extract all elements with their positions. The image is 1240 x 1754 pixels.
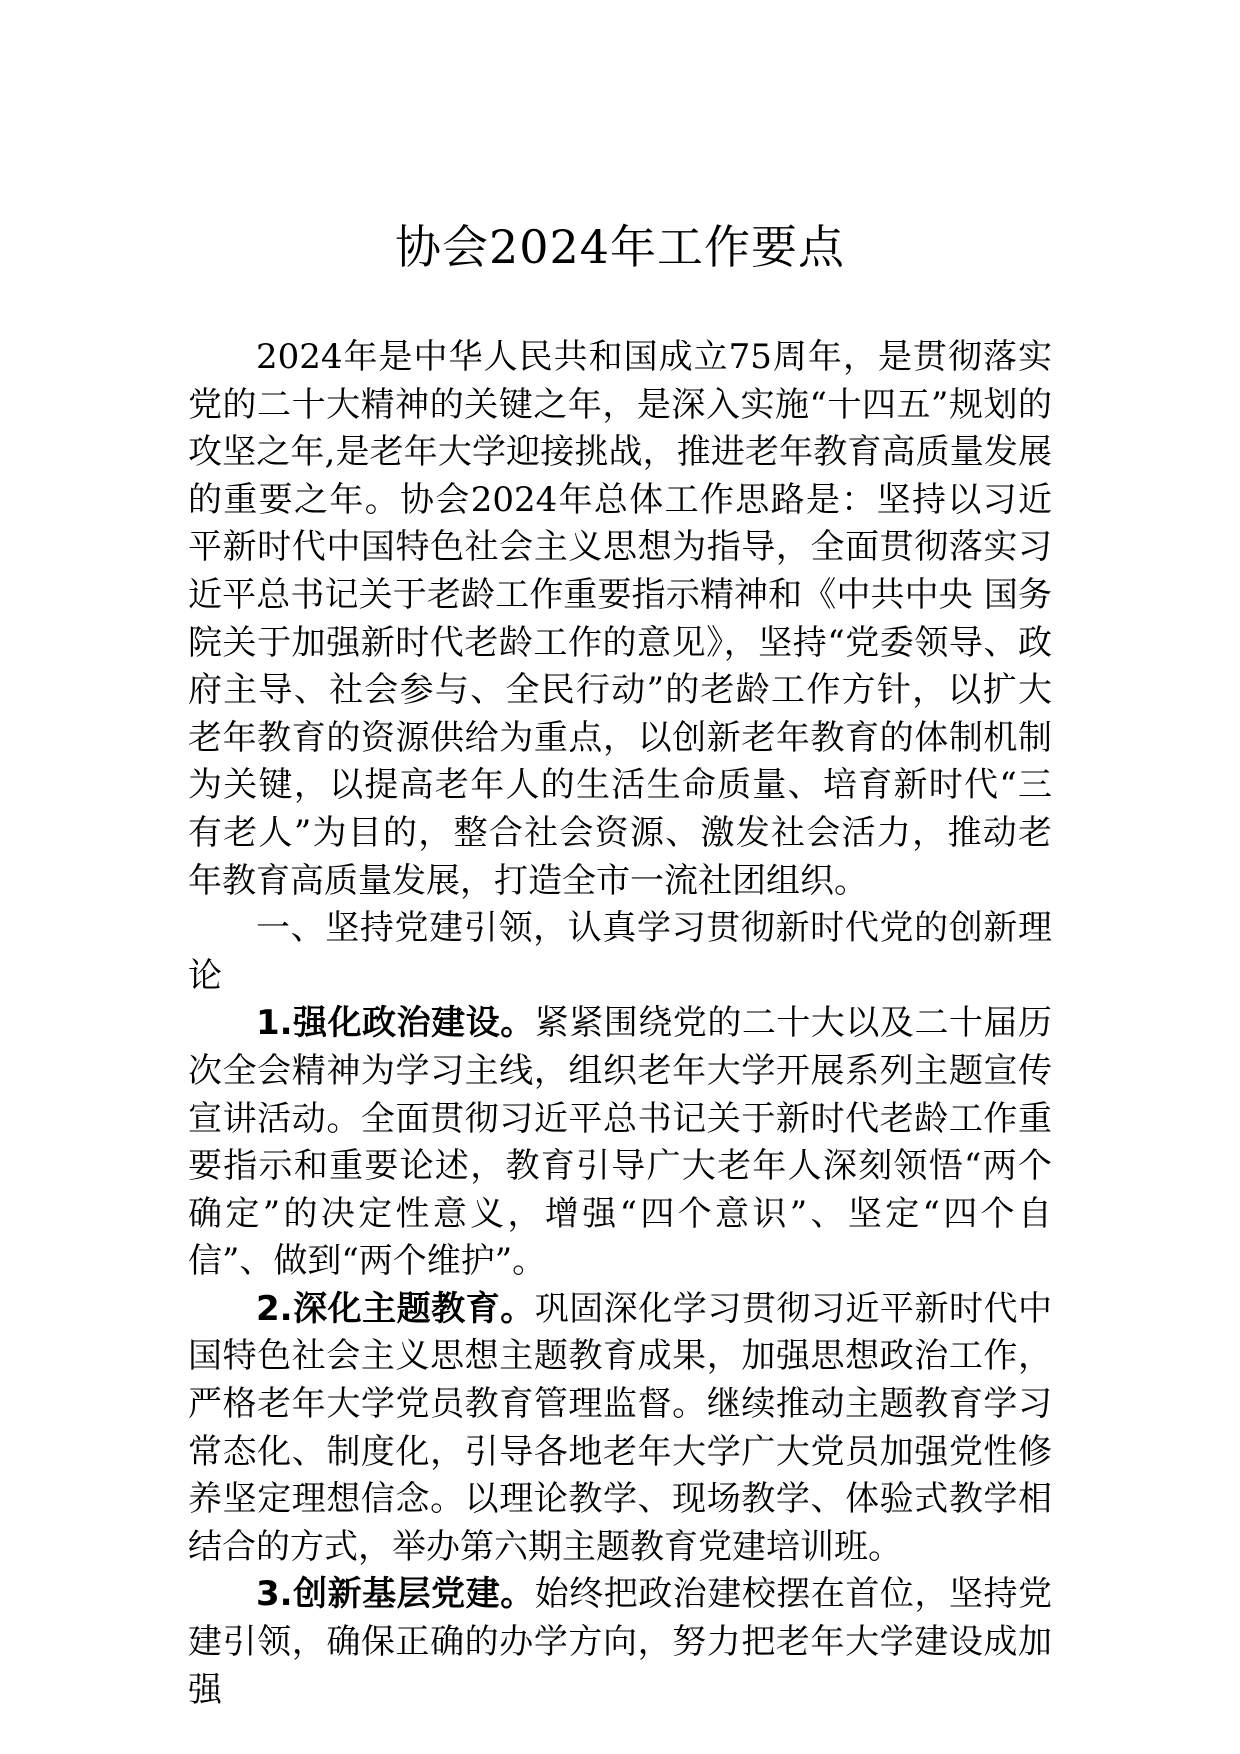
section-heading-1: 一、坚持党建引领，认真学习贯彻新时代党的创新理论 xyxy=(188,908,1052,996)
item-3-lead: 3.创新基层党建。 xyxy=(256,1574,535,1615)
document-body xyxy=(188,334,1052,1714)
item-1-text: 紧紧围绕党的二十大以及二十届历次全会精神为学习主线，组织老年大学开展系列主题宣传宣讲活动。全面贯彻习近平总书记关于新时代老龄工作重要指示和重要论述，教育引导广大老年人深刻领悟“两个确定”的决定性意义，增强“四个意识”、坚定“四个自信”、做到“两个维护”。 xyxy=(188,1003,1053,1282)
document-title: 协会2024年工作要点 xyxy=(394,220,846,274)
item-2-lead: 2.深化主题教育。 xyxy=(256,1288,535,1329)
intro-paragraph: 2024年是中华人民共和国成立75周年，是贯彻落实党的二十大精神的关键之年，是深入实施“十四五”规划的攻坚之年,是老年大学迎接挑战，推进老年教育高质量发展的重要之年。协会2024年总体工作思路是：坚持以习近平新时代中国特色社会主义思想为指导，全面贯彻落实习近平总书记关于老龄工作重要指示精神和《中共中央 国务院关于加强新时代老龄工作的意见》，坚持“党委领导、政府主导、社会参与、全民行动”的老龄工作方针，以扩大老年教育的资源供给为重点，以创新老年教育的体制机制为关键，以提高老年人的生活生命质量、培育新时代“三有老人”为目的，整合社会资源、激发社会活力，推动老年教育高质量发展，打造全市一流社团组织。 xyxy=(188,337,1052,901)
item-1-lead: 1.强化政治建设。 xyxy=(256,1003,535,1044)
item-3-paragraph xyxy=(188,1571,1052,1714)
item-2-text: 巩固深化学习贯彻习近平新时代中国特色社会主义思想主题教育成果，加强思想政治工作，严格老年大学党员教育管理监督。继续推动主题教育学习常态化、制度化，引导各地老年大学广大党员加强党性修养坚定理想信念。以理论教学、现场教学、体验式教学相结合的方式，举办第六期主题教育党建培训班。 xyxy=(188,1288,1053,1567)
item-2-paragraph xyxy=(188,1286,1052,1572)
item-3-text: 始终把政治建校摆在首位，坚持党建引领，确保正确的办学方向，努力把老年大学建设成加强 xyxy=(188,1574,1053,1710)
item-1-paragraph xyxy=(188,1000,1052,1286)
